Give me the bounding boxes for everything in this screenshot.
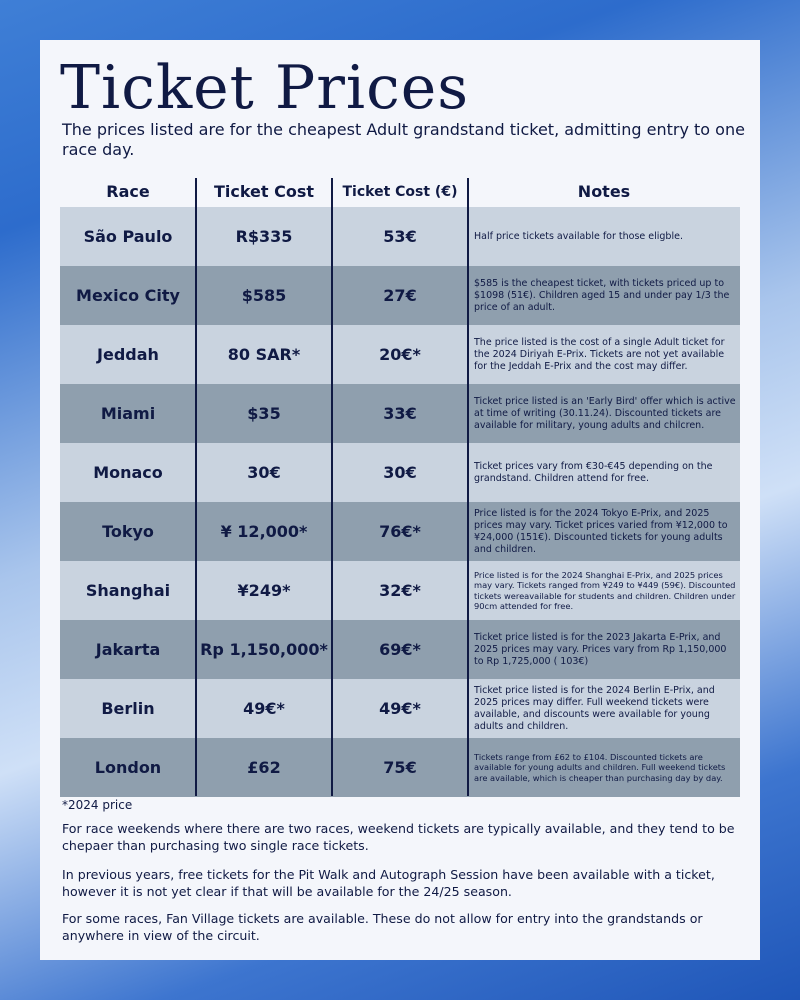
notes: Ticket price listed is for the 2024 Berlin E-Prix, and 2025 prices may differ. Full weekend tickets were available, and discounts were available for young adults and children. bbox=[474, 684, 715, 732]
table-row bbox=[60, 443, 740, 502]
notes: Price listed is for the 2024 Tokyo E-Prix, and 2025 prices may vary. Ticket prices varied from ¥12,000 to ¥24,000 (151€). Discounted tickets for young adults and children. bbox=[474, 507, 728, 555]
notes: Ticket prices vary from €30-€45 depending on the grandstand. Children attend for free. bbox=[474, 460, 713, 484]
price-table bbox=[60, 207, 740, 797]
info-paragraph: For race weekends where there are two races, weekend tickets are typically available, and they tend to be chepaer than purchasing two single race tickets. bbox=[62, 821, 735, 853]
column-divider bbox=[331, 178, 333, 796]
header-ticket-cost: Ticket Cost bbox=[213, 182, 315, 201]
notes: Ticket price listed is an 'Early Bird' offer which is active at time of writing (30.11.24). Discounted tickets are available for military, young adults and chilcren. bbox=[474, 395, 736, 431]
notes: Ticket price listed is for the 2023 Jakarta E-Prix, and 2025 prices may vary. Prices vary from Rp 1,150,000 to Rp 1,725,000 ( 103€) bbox=[474, 631, 727, 667]
ticket-cost: $585 bbox=[241, 286, 287, 305]
ticket-cost-eur: 69€* bbox=[379, 640, 421, 659]
table-row bbox=[60, 325, 740, 384]
table-header bbox=[60, 178, 740, 206]
ticket-cost-eur: 75€ bbox=[383, 758, 417, 777]
ticket-cost-eur: 33€ bbox=[383, 404, 417, 423]
race-name: Berlin bbox=[101, 699, 155, 718]
footnote: *2024 price bbox=[62, 798, 133, 812]
table-row bbox=[60, 207, 740, 266]
column-divider bbox=[467, 178, 469, 796]
column-divider bbox=[195, 178, 197, 796]
race-name: Shanghai bbox=[85, 581, 171, 600]
table-row bbox=[60, 738, 740, 797]
notes: Tickets range from £62 to £104. Discounted tickets are available for young adults and children. Full weekend tickets are available, which is cheaper than purchasing day by day. bbox=[474, 751, 726, 783]
notes: Price listed is for the 2024 Shanghai E-Prix, and 2025 prices may vary. Tickets ranged from ¥249 to ¥449 (59€). Discounted tickets wereavailable for students and children. Children under 90cm attended for free. bbox=[474, 569, 736, 611]
ticket-cost-eur: 32€* bbox=[379, 581, 421, 600]
ticket-cost-eur: 76€* bbox=[379, 522, 421, 541]
ticket-cost: $35 bbox=[247, 404, 281, 423]
table-row bbox=[60, 502, 740, 561]
ticket-cost: £62 bbox=[247, 758, 281, 777]
race-name: Jakarta bbox=[95, 640, 161, 659]
notes: $585 is the cheapest ticket, with tickets priced up to $1098 (51€). Children aged 15 and under pay 1/3 the price of an adult. bbox=[474, 277, 730, 313]
ticket-cost: R$335 bbox=[235, 227, 293, 246]
race-name: Mexico City bbox=[76, 286, 180, 305]
race-name: Miami bbox=[100, 404, 156, 423]
ticket-cost: 80 SAR* bbox=[227, 345, 301, 364]
table-row bbox=[60, 679, 740, 738]
table-row bbox=[60, 384, 740, 443]
header-race: Race bbox=[106, 182, 150, 201]
ticket-prices-card bbox=[40, 40, 760, 960]
ticket-cost-eur: 53€ bbox=[383, 227, 417, 246]
table-row bbox=[60, 266, 740, 325]
info-paragraph: For some races, Fan Village tickets are available. These do not allow for entry into the grandstands or anywhere in view of the circuit. bbox=[62, 911, 703, 943]
table-row bbox=[60, 561, 740, 620]
race-name: São Paulo bbox=[83, 227, 173, 246]
notes: The price listed is the cost of a single Adult ticket for the 2024 Diriyah E-Prix. Tickets are not yet available for the Jeddah E-Prix and the cost may differ. bbox=[474, 336, 725, 372]
ticket-cost: 30€ bbox=[247, 463, 281, 482]
race-name: Tokyo bbox=[102, 522, 154, 541]
ticket-cost-eur: 27€ bbox=[383, 286, 417, 305]
ticket-cost: 49€* bbox=[243, 699, 285, 718]
info-paragraph: In previous years, free tickets for the Pit Walk and Autograph Session have been available with a ticket, however it is not yet clear if that will be available for the 24/25 season. bbox=[62, 867, 715, 899]
header-notes: Notes bbox=[577, 182, 631, 201]
notes: Half price tickets available for those eligble. bbox=[474, 230, 683, 242]
ticket-cost-eur: 20€* bbox=[379, 345, 421, 364]
ticket-cost: Rp 1,150,000* bbox=[200, 640, 328, 659]
ticket-cost-eur: 30€ bbox=[383, 463, 417, 482]
race-name: Monaco bbox=[93, 463, 163, 482]
ticket-cost: ¥ 12,000* bbox=[220, 522, 308, 541]
table-row bbox=[60, 620, 740, 679]
race-name: London bbox=[94, 758, 162, 777]
page-title: Ticket Prices bbox=[60, 53, 470, 123]
ticket-cost: ¥249* bbox=[237, 581, 291, 600]
page-subtitle: The prices listed are for the cheapest Adult grandstand ticket, admitting entry to one race day. bbox=[62, 120, 745, 159]
ticket-cost-eur: 49€* bbox=[379, 699, 421, 718]
race-name: Jeddah bbox=[97, 345, 159, 364]
header-ticket-cost-eur: Ticket Cost (€) bbox=[342, 184, 458, 200]
